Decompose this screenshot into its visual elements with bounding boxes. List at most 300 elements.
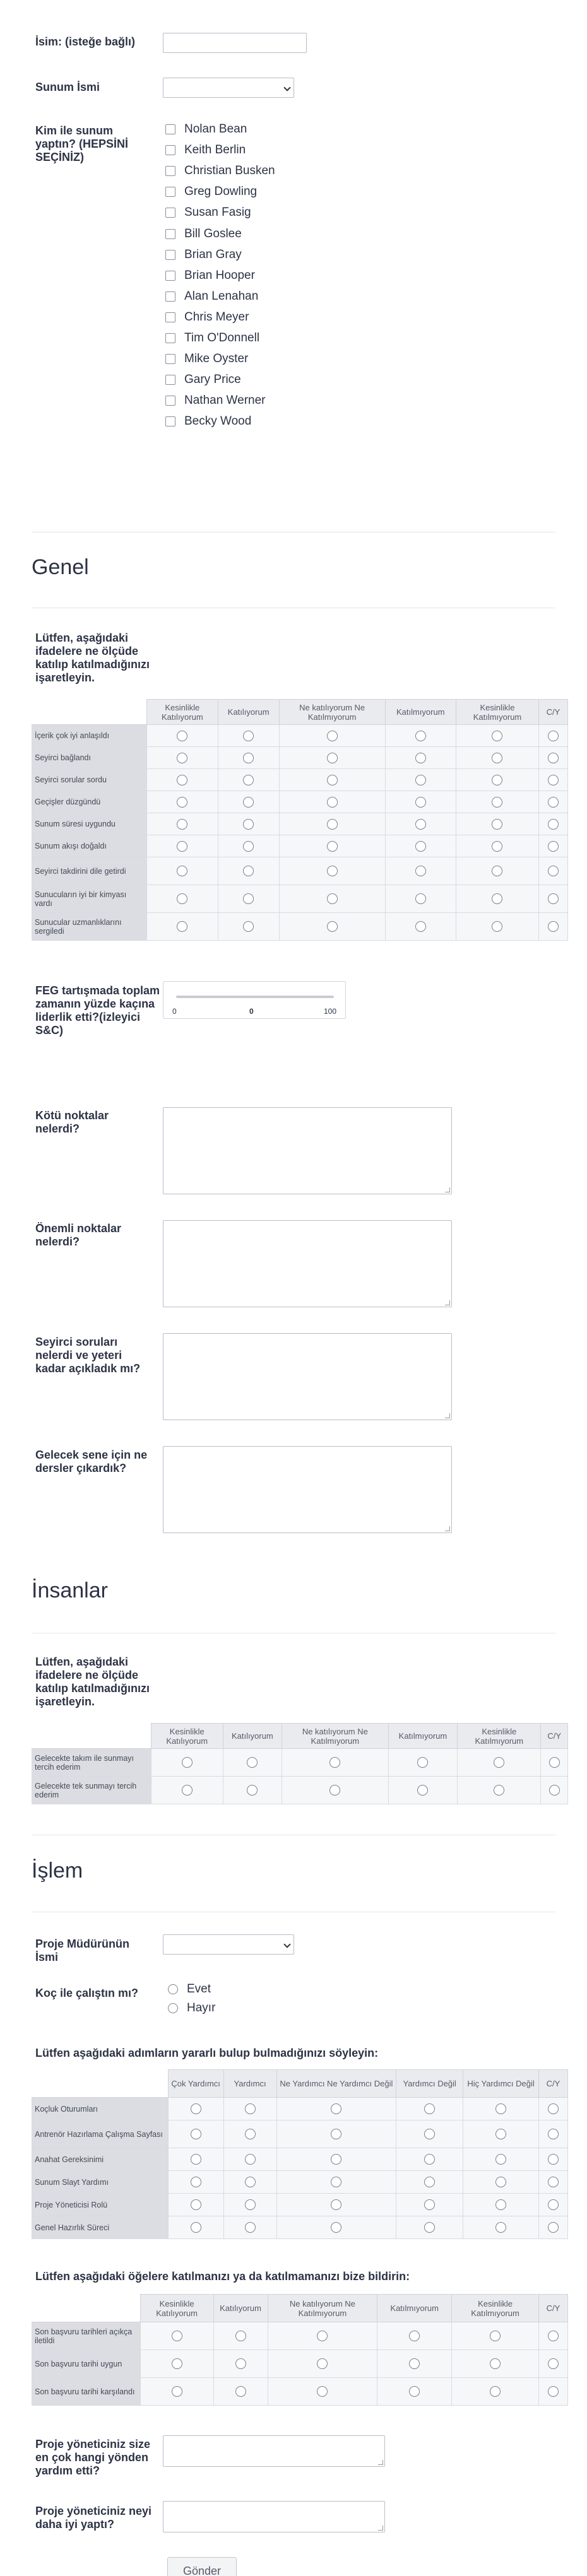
coach-option-no[interactable] [168,2001,215,2015]
presenter-option[interactable] [165,268,255,283]
matrix-cell[interactable] [452,2378,539,2406]
radio-button[interactable] [243,775,254,785]
matrix-cell[interactable] [385,791,456,813]
radio-button[interactable] [243,841,254,852]
checkbox[interactable] [165,166,175,176]
radio-button[interactable] [247,1785,258,1796]
matrix-cell[interactable] [385,857,456,885]
presenter-option[interactable] [165,289,258,304]
radio-button[interactable] [177,921,187,932]
matrix-cell[interactable] [282,1777,389,1804]
highlights-textarea[interactable] [163,1220,452,1307]
radio-button[interactable] [243,753,254,763]
radio-button[interactable] [177,797,187,808]
radio-button[interactable] [172,2386,182,2397]
radio-button[interactable] [495,2177,506,2187]
radio-button[interactable] [495,2199,506,2210]
audience-questions-textarea[interactable] [163,1333,452,1420]
radio-button[interactable] [415,866,426,876]
matrix-cell[interactable] [279,913,385,941]
radio-button[interactable] [424,2103,435,2114]
checkbox[interactable] [165,229,175,239]
matrix-cell[interactable] [218,791,279,813]
matrix-cell[interactable] [276,2194,396,2216]
slider-widget[interactable] [163,981,346,1019]
checkbox[interactable] [165,250,175,260]
radio-button[interactable] [327,775,338,785]
matrix-cell[interactable] [463,2098,539,2120]
radio-button[interactable] [415,841,426,852]
radio-button[interactable] [548,775,559,785]
radio-button[interactable] [548,797,559,808]
matrix-cell[interactable] [456,857,539,885]
lessons-textarea[interactable] [163,1446,452,1533]
presenter-option-label: Bill Goslee [184,226,242,240]
presenter-option[interactable] [165,331,259,346]
presenter-option[interactable] [165,247,242,262]
slider-track[interactable] [176,996,334,998]
radio-button[interactable] [492,866,502,876]
radio-button[interactable] [548,2222,559,2233]
matrix-cell[interactable] [168,2098,223,2120]
matrix-cell[interactable] [538,2216,567,2239]
checkbox[interactable] [165,291,175,302]
matrix-cell[interactable] [282,1749,389,1777]
presenter-option[interactable] [165,163,275,179]
radio-button[interactable] [424,2222,435,2233]
matrix-cell[interactable] [268,2350,377,2378]
radio-button[interactable] [548,731,559,741]
matrix-cell[interactable] [456,725,539,747]
matrix-cell[interactable] [168,2171,223,2194]
matrix-cell[interactable] [463,2216,539,2239]
name-input[interactable] [163,33,307,53]
matrix-cell[interactable] [279,813,385,835]
resize-handle-icon[interactable] [378,2460,383,2465]
matrix-cell[interactable] [396,2171,463,2194]
radio-button[interactable] [549,1785,560,1796]
matrix-cell[interactable] [147,747,218,769]
radio-button[interactable] [243,819,254,830]
pm-help-textarea[interactable] [163,2435,385,2467]
presenter-option[interactable] [165,351,248,367]
radio-button[interactable] [329,1757,340,1768]
resize-handle-icon[interactable] [445,1526,450,1531]
matrix-cell[interactable] [396,2194,463,2216]
radio-button[interactable] [492,841,502,852]
radio-button[interactable] [331,2222,341,2233]
radio-button[interactable] [327,841,338,852]
matrix-cell[interactable] [218,769,279,791]
matrix-column-header: C/Y [539,2295,568,2322]
matrix-cell[interactable] [218,913,279,941]
matrix-cell[interactable] [147,725,218,747]
radio-button[interactable] [331,2177,341,2187]
matrix-cell[interactable] [223,2098,276,2120]
presenter-option[interactable] [165,226,242,242]
radio-button[interactable] [177,775,187,785]
matrix-cell[interactable] [168,2148,223,2171]
radio-button[interactable] [327,893,338,904]
matrix-cell[interactable] [377,2378,452,2406]
matrix-cell[interactable] [223,1749,282,1777]
radio-button[interactable] [417,1757,428,1768]
radio-button[interactable] [415,753,426,763]
matrix-cell[interactable] [538,2120,567,2148]
resize-handle-icon[interactable] [378,2526,383,2531]
matrix-cell[interactable] [147,813,218,835]
radio-button[interactable] [243,893,254,904]
radio-button[interactable] [327,797,338,808]
matrix-cell[interactable] [218,857,279,885]
radio-button[interactable] [245,2222,256,2233]
radio-button[interactable] [415,775,426,785]
matrix-cell[interactable] [279,769,385,791]
bad-points-textarea[interactable] [163,1107,452,1194]
checkbox[interactable] [165,396,175,406]
checkbox[interactable] [165,333,175,343]
radio-button[interactable] [494,1757,504,1768]
matrix-cell[interactable] [539,2378,568,2406]
radio-button[interactable] [415,731,426,741]
radio-button[interactable] [424,2177,435,2187]
radio-button[interactable] [548,2177,559,2187]
radio-button[interactable] [243,866,254,876]
matrix-cell[interactable] [268,2322,377,2350]
matrix-cell[interactable] [223,2148,276,2171]
matrix-cell[interactable] [147,857,218,885]
radio-button[interactable] [548,841,559,852]
matrix-cell[interactable] [456,769,539,791]
checkbox[interactable] [165,375,175,385]
radio-button[interactable] [235,2331,246,2341]
presenter-option[interactable] [165,310,249,325]
matrix-cell[interactable] [463,2194,539,2216]
radio-button[interactable] [177,731,187,741]
radio-button[interactable] [182,1785,193,1796]
radio-button[interactable] [245,2103,256,2114]
matrix-cell[interactable] [279,791,385,813]
radio-button[interactable] [495,2103,506,2114]
radio-button[interactable] [495,2222,506,2233]
radio-button[interactable] [317,2358,328,2369]
radio-button[interactable] [415,921,426,932]
matrix-cell[interactable] [140,2378,213,2406]
matrix-cell[interactable] [276,2171,396,2194]
radio-button[interactable] [329,1785,340,1796]
matrix-cell[interactable] [538,2098,567,2120]
matrix-cell[interactable] [452,2322,539,2350]
checkbox[interactable] [165,312,175,322]
matrix-cell[interactable] [223,2194,276,2216]
matrix-cell[interactable] [218,813,279,835]
matrix-cell[interactable] [388,1749,458,1777]
resize-handle-icon[interactable] [445,1413,450,1418]
radio-button[interactable] [177,841,187,852]
presenter-option[interactable] [165,205,251,220]
checkbox[interactable] [165,187,175,197]
matrix-cell[interactable] [541,1749,568,1777]
radio-button[interactable] [245,2129,256,2139]
presenter-option[interactable] [165,414,251,429]
matrix-cell[interactable] [539,2350,568,2378]
radio-button[interactable] [191,2154,201,2165]
presenter-option-label: Greg Dowling [184,185,258,199]
radio-button[interactable] [177,893,187,904]
matrix-cell[interactable] [218,747,279,769]
presenter-option[interactable] [165,143,246,158]
matrix-cell[interactable] [377,2350,452,2378]
matrix-cell[interactable] [279,885,385,913]
matrix-cell[interactable] [538,835,567,857]
radio-button[interactable] [177,866,187,876]
matrix-cell[interactable] [140,2322,213,2350]
matrix-cell[interactable] [456,791,539,813]
matrix-row [32,2378,568,2406]
radio-button[interactable] [492,921,502,932]
radio-button[interactable] [415,819,426,830]
matrix-cell[interactable] [213,2350,268,2378]
resize-handle-icon[interactable] [445,1300,450,1305]
radio-button[interactable] [409,2331,420,2341]
matrix-cell[interactable] [279,857,385,885]
radio-button[interactable] [490,2358,501,2369]
radio-button[interactable] [548,2331,559,2341]
matrix-cell[interactable] [385,835,456,857]
radio-button[interactable] [492,753,502,763]
checkbox[interactable] [165,416,175,426]
matrix-cell[interactable] [396,2148,463,2171]
matrix-cell[interactable] [385,913,456,941]
matrix-cell[interactable] [168,2120,223,2148]
matrix-cell[interactable] [538,885,567,913]
radio-button[interactable] [548,893,559,904]
matrix-cell[interactable] [385,769,456,791]
matrix-cell[interactable] [538,747,567,769]
matrix-cell[interactable] [268,2378,377,2406]
radio-button[interactable] [247,1757,258,1768]
radio-button[interactable] [548,2386,559,2397]
radio-button[interactable] [548,2129,559,2139]
matrix-row-label: İçerik çok iyi anlaşıldı [32,725,147,747]
radio-button[interactable] [424,2199,435,2210]
matrix-cell[interactable] [168,2194,223,2216]
radio-button[interactable] [492,775,502,785]
matrix-cell[interactable] [377,2322,452,2350]
matrix-cell[interactable] [213,2322,268,2350]
matrix-cell[interactable] [218,885,279,913]
matrix-cell[interactable] [456,813,539,835]
matrix-cell[interactable] [151,1777,223,1804]
radio-button[interactable] [495,2154,506,2165]
matrix-cell[interactable] [456,913,539,941]
radio-button[interactable] [409,2386,420,2397]
matrix-cell[interactable] [396,2216,463,2239]
submit-button[interactable]: Gönder [167,2557,237,2576]
matrix-cell[interactable] [276,2120,396,2148]
radio-button[interactable] [243,731,254,741]
matrix-cell[interactable] [458,1749,541,1777]
radio-button[interactable] [549,1757,560,1768]
radio-button[interactable] [492,819,502,830]
radio-button[interactable] [172,2358,182,2369]
checkbox[interactable] [165,208,175,218]
matrix-cell[interactable] [218,835,279,857]
matrix-cell[interactable] [538,2171,567,2194]
presenter-option[interactable] [165,122,247,137]
pm-name-select[interactable] [163,1934,294,1955]
matrix-cell[interactable] [538,2148,567,2171]
matrix-cell[interactable] [463,2171,539,2194]
matrix-cell[interactable] [458,1777,541,1804]
radio-button[interactable] [245,2154,256,2165]
matrix-cell[interactable] [385,885,456,913]
radio-button[interactable] [243,921,254,932]
radio-button[interactable] [424,2154,435,2165]
matrix-cell[interactable] [147,769,218,791]
radio-button[interactable] [331,2103,341,2114]
radio-button[interactable] [548,2154,559,2165]
matrix-cell[interactable] [385,747,456,769]
radio-button[interactable] [415,893,426,904]
radio-button[interactable] [409,2358,420,2369]
radio-button[interactable] [235,2358,246,2369]
radio-button[interactable] [492,731,502,741]
radio-button[interactable] [191,2103,201,2114]
matrix-cell[interactable] [213,2378,268,2406]
radio-button[interactable] [492,797,502,808]
matrix-cell[interactable] [396,2098,463,2120]
checkbox[interactable] [165,145,175,155]
radio-button[interactable] [168,1984,178,1994]
matrix-cell[interactable] [385,813,456,835]
matrix-cell[interactable] [279,747,385,769]
radio-button[interactable] [191,2199,201,2210]
radio-button[interactable] [548,921,559,932]
radio-button[interactable] [177,819,187,830]
checkbox[interactable] [165,271,175,281]
matrix-cell[interactable] [452,2350,539,2378]
radio-button[interactable] [548,2103,559,2114]
radio-button[interactable] [495,2129,506,2139]
matrix-cell[interactable] [396,2120,463,2148]
coach-option-yes[interactable] [168,1982,211,1996]
matrix-cell[interactable] [147,885,218,913]
matrix-cell[interactable] [147,835,218,857]
slider-knob[interactable] [249,991,254,1003]
matrix-cell[interactable] [539,2322,568,2350]
radio-button[interactable] [243,797,254,808]
radio-button[interactable] [317,2386,328,2397]
checkbox[interactable] [165,354,175,364]
radio-button[interactable] [417,1785,428,1796]
matrix-row-label: Koçluk Oturumları [32,2098,169,2120]
radio-button[interactable] [191,2177,201,2187]
radio-button[interactable] [172,2331,182,2341]
matrix-cell[interactable] [279,835,385,857]
matrix-cell[interactable] [456,885,539,913]
radio-button[interactable] [168,2003,178,2013]
matrix-cell[interactable] [456,747,539,769]
matrix-cell[interactable] [538,813,567,835]
presentation-name-select[interactable] [163,78,294,98]
radio-button[interactable] [548,2358,559,2369]
radio-button[interactable] [317,2331,328,2341]
radio-button[interactable] [548,819,559,830]
matrix-cell[interactable] [223,1777,282,1804]
radio-button[interactable] [191,2222,201,2233]
radio-button[interactable] [245,2199,256,2210]
radio-button[interactable] [327,753,338,763]
matrix-cell[interactable] [140,2350,213,2378]
radio-button[interactable] [492,893,502,904]
radio-button[interactable] [331,2129,341,2139]
radio-button[interactable] [177,753,187,763]
radio-button[interactable] [327,819,338,830]
matrix-cell[interactable] [276,2098,396,2120]
matrix-cell[interactable] [463,2148,539,2171]
radio-button[interactable] [424,2129,435,2139]
radio-button[interactable] [245,2177,256,2187]
matrix-cell[interactable] [276,2148,396,2171]
presenter-option[interactable] [165,372,241,387]
matrix-cell[interactable] [279,725,385,747]
radio-button[interactable] [490,2331,501,2341]
matrix-cell[interactable] [147,791,218,813]
matrix-cell[interactable] [385,725,456,747]
radio-button[interactable] [331,2154,341,2165]
matrix-cell[interactable] [541,1777,568,1804]
matrix-cell[interactable] [223,2120,276,2148]
radio-button[interactable] [182,1757,193,1768]
matrix-cell[interactable] [463,2120,539,2148]
matrix-cell[interactable] [538,857,567,885]
radio-button[interactable] [548,2199,559,2210]
matrix-row [32,2216,568,2239]
radio-button[interactable] [331,2199,341,2210]
radio-button[interactable] [548,866,559,876]
matrix-cell[interactable] [168,2216,223,2239]
presenter-option[interactable] [165,393,266,408]
radio-button[interactable] [548,753,559,763]
matrix-cell[interactable] [218,725,279,747]
matrix-cell[interactable] [388,1777,458,1804]
matrix-cell[interactable] [456,835,539,857]
matrix-cell[interactable] [538,725,567,747]
resize-handle-icon[interactable] [445,1187,450,1192]
radio-button[interactable] [327,866,338,876]
presenter-option[interactable] [165,184,257,199]
matrix-cell[interactable] [151,1749,223,1777]
matrix-cell[interactable] [538,791,567,813]
radio-button[interactable] [490,2386,501,2397]
matrix-cell[interactable] [276,2216,396,2239]
matrix-cell[interactable] [147,913,218,941]
checkbox[interactable] [165,124,175,134]
radio-button[interactable] [327,731,338,741]
radio-button[interactable] [235,2386,246,2397]
matrix-cell[interactable] [538,913,567,941]
radio-button[interactable] [415,797,426,808]
pm-better-textarea[interactable] [163,2501,385,2532]
radio-button[interactable] [191,2129,201,2139]
matrix-cell[interactable] [538,769,567,791]
matrix-cell[interactable] [223,2216,276,2239]
matrix-cell[interactable] [223,2171,276,2194]
radio-button[interactable] [327,921,338,932]
matrix-cell[interactable] [538,2194,567,2216]
radio-button[interactable] [494,1785,504,1796]
